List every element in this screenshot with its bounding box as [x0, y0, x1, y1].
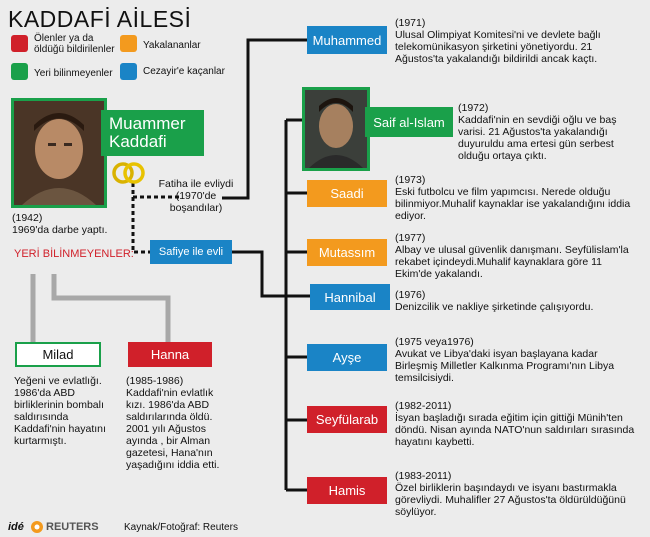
child-desc: Albay ve ulusal güvenlik danışmanı. Seyfülislam'la rekabet içindeydi.Muhalif kaynaklara göre 11 Ekim'de yakalandı. — [395, 244, 629, 280]
milad-name: Milad — [42, 347, 74, 362]
unknown-header: YERİ BİLİNMEYENLER: — [14, 248, 134, 260]
child-desc: İsyan başladığı sırada eğitim için gittiği Münih'ten döndü. Nisan ayında NATO'nun saldırıları sırasında hayatını kaybetti. — [395, 412, 635, 448]
child-years: (1975 veya1976) — [395, 336, 474, 348]
safiye-box — [150, 240, 232, 264]
legend-red-swatch — [11, 35, 28, 52]
child-name: Hamis — [328, 483, 366, 498]
child-name: Muhammed — [312, 32, 382, 48]
muammar-years: (1942) — [12, 212, 43, 224]
child-years: (1983-2011) — [395, 470, 452, 482]
child-years: (1976) — [395, 289, 426, 301]
child-name: Saif al-Islam — [373, 114, 445, 130]
muammar-name: Muammer Kaddafi — [109, 114, 186, 151]
child-box-hamis — [307, 477, 387, 504]
child-box-hannibal — [310, 284, 390, 310]
child-name: Seyfülarab — [315, 412, 379, 427]
child-desc: Kaddafi'nin en sevdiği oğlu ve baş varisi. 21 Ağustos'ta yakalandığı duyuruldu ama ertesi gün serbest olduğu ortaya çıktı. — [458, 114, 617, 162]
child-box-muhammed — [307, 26, 387, 54]
muammar-note: 1969'da darbe yaptı. — [12, 224, 108, 236]
legend-green-swatch — [11, 63, 28, 80]
child-desc: Ulusal Olimpiyat Komitesi'ni ve devlete bağlı telekomünikasyon şirketini yönetiyordu. 21 Ağustos'ta yakalandığı bildirildi ancak kaçtı. — [395, 29, 601, 65]
legend-red-label: Ölenler ya da öldüğü bildirilenler — [34, 33, 115, 55]
wedding-rings-icon — [111, 160, 147, 186]
legend-blue-swatch — [120, 63, 137, 80]
reuters-logo-icon — [30, 520, 44, 534]
child-years: (1972) — [458, 102, 489, 114]
ide-logo: idé — [8, 521, 24, 533]
source-credit: Kaynak/Fotoğraf: Reuters — [124, 522, 238, 533]
child-desc: Denizcilik ve nakliye şirketinde çalışıyordu. — [395, 301, 594, 313]
page-title: KADDAFİ AİLESİ — [8, 6, 192, 32]
legend-green-label: Yeri bilinmeyenler — [34, 68, 113, 79]
hanna-box — [128, 342, 212, 367]
legend-blue-label: Cezayir'e kaçanlar — [143, 66, 225, 77]
milad-desc: Yeğeni ve evlatlığı. 1986'da ABD birliklerinin bombalı saldırısında Kaddafi'nin hayatını kurtarmıştı. — [14, 375, 106, 447]
child-box-saadi — [307, 180, 387, 207]
child-years: (1982-2011) — [395, 400, 452, 412]
child-box-seyfularab — [307, 406, 387, 433]
child-years: (1977) — [395, 232, 426, 244]
child-box-ayse — [307, 344, 387, 371]
hanna-years: (1985-1986) — [126, 375, 184, 387]
child-box-saif — [365, 107, 453, 137]
saif-photo — [302, 87, 370, 171]
child-name: Saadi — [330, 186, 364, 201]
child-box-mutassim — [307, 239, 387, 266]
child-desc: Eski futbolcu ve film yapımcısı. Nerede olduğu bilinmiyor.Muhalif kaynaklar ise yakalandığını iddia ediyor. — [395, 186, 631, 222]
child-desc: Avukat ve Libya'daki isyan başlayana kadar Birleşmiş Milletler Kalkınma Programı'nın Libya temsilcisiydi. — [395, 348, 615, 384]
legend-orange-label: Yakalananlar — [143, 40, 201, 51]
reuters-logo-text: REUTERS — [46, 521, 99, 533]
safiye-label: Safiye ile evli — [158, 246, 224, 258]
child-name: Hannibal — [324, 289, 376, 305]
milad-box — [15, 342, 101, 367]
fatiha-label: Fatiha ile evliydi (1970'de boşandılar) — [158, 178, 234, 214]
child-desc: Özel birliklerin başındaydı ve isyanı bastırmakla görevliydi. Muhalifler 27 Ağustos'ta öldürüldüğünü söylüyor. — [395, 482, 626, 518]
muammar-photo — [11, 98, 107, 208]
child-name: Mutassım — [318, 245, 376, 260]
child-years: (1971) — [395, 17, 426, 29]
hanna-name: Hanna — [150, 347, 190, 362]
child-years: (1973) — [395, 174, 426, 186]
child-name: Ayşe — [332, 350, 362, 365]
hanna-desc: Kaddafi'nin evlatlık kızı. 1986'da ABD saldırılarında öldü. 2001 yılı Ağustos ayında , bir Alman gazetesi, Hana'nın yaşadığını iddia etti. — [126, 387, 220, 471]
muammar-name-box — [101, 110, 204, 156]
legend-orange-swatch — [120, 35, 137, 52]
